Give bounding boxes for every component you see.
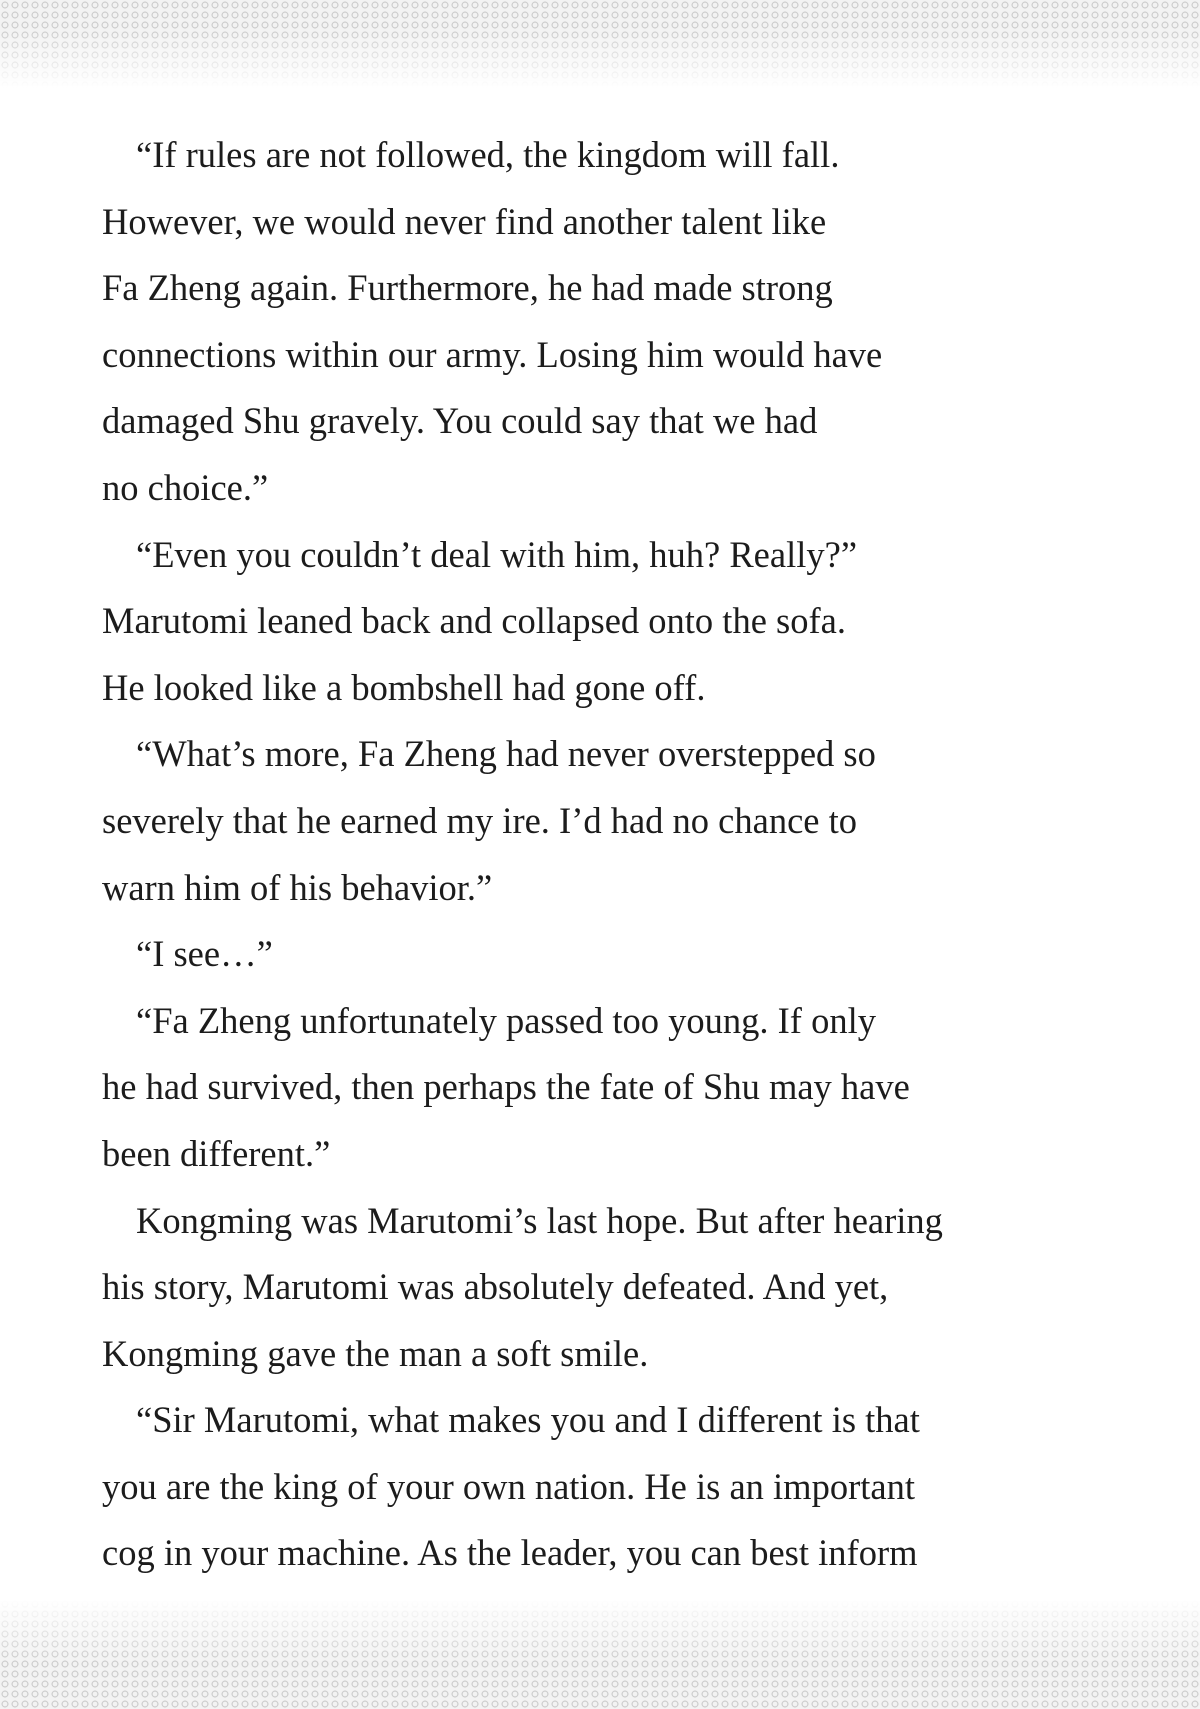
text-line: cog in your machine. As the leader, you can best inform <box>102 1532 918 1574</box>
text-line: connections within our army. Losing him would have <box>102 333 883 375</box>
decorative-pattern-bottom <box>0 1599 1200 1709</box>
text-line: warn him of his behavior.” <box>102 866 493 908</box>
text-line: However, we would never find another talent like <box>102 200 827 242</box>
text-line: “Fa Zheng unfortunately passed too young. If only <box>136 999 876 1041</box>
text-line: “What’s more, Fa Zheng had never overstepped so <box>136 733 876 775</box>
text-line: Kongming was Marutomi’s last hope. But after hearing <box>136 1199 943 1241</box>
text-line: no choice.” <box>102 466 269 508</box>
text-line: he had survived, then perhaps the fate of Shu may have <box>102 1066 910 1108</box>
text-line: Kongming gave the man a soft smile. <box>102 1332 649 1374</box>
text-line: “If rules are not followed, the kingdom will fall. <box>136 134 840 175</box>
text-line: been different.” <box>102 1132 331 1174</box>
text-line: Marutomi leaned back and collapsed onto the sofa. <box>102 600 846 642</box>
text-line: damaged Shu gravely. You could say that we had <box>102 400 818 442</box>
text-line: you are the king of your own nation. He is an important <box>102 1465 915 1507</box>
text-line: Fa Zheng again. Furthermore, he had made strong <box>102 267 833 309</box>
text-line: severely that he earned my ire. I’d had no chance to <box>102 799 858 841</box>
text-line: “I see…” <box>136 933 273 975</box>
text-line: his story, Marutomi was absolutely defeated. And yet, <box>102 1266 889 1308</box>
text-line: “Sir Marutomi, what makes you and I different is that <box>136 1399 920 1441</box>
page-body-text <box>102 122 1102 1587</box>
decorative-pattern-top <box>0 0 1200 88</box>
text-line: He looked like a bombshell had gone off. <box>102 666 706 708</box>
text-line: “Even you couldn’t deal with him, huh? Really?” <box>136 533 858 575</box>
